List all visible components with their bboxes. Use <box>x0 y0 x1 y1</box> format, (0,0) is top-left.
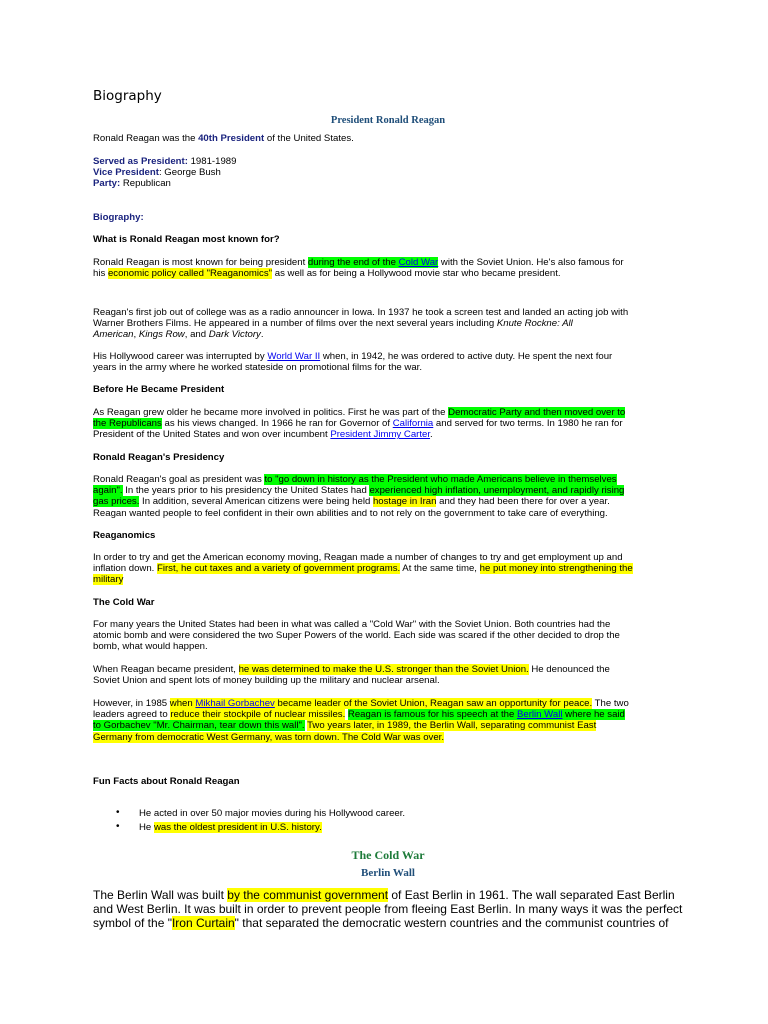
jimmy-carter-link[interactable]: President Jimmy Carter <box>330 429 431 441</box>
text: and they had been there for over a year. <box>436 496 610 508</box>
text: . <box>430 429 433 441</box>
text: bomb, what would happen. <box>93 641 208 653</box>
highlight-green: Democratic Party and then moved over to <box>448 407 626 418</box>
text: Soviet Union and spent lots of money building up the military and nuclear arsenal. <box>93 675 440 687</box>
text: as well as for being a Hollywood movie star who became president. <box>272 268 561 280</box>
ww2-paragraph <box>93 351 683 373</box>
text: during the end of the <box>307 257 399 268</box>
cold-war-paragraph-2 <box>93 664 683 686</box>
highlight-green: gas prices. <box>93 496 140 508</box>
berlin-wall-link[interactable]: Berlin Wall <box>516 709 563 721</box>
text: He <box>139 822 154 833</box>
text: Reagan wanted people to feel confident in their own abilities and to not rely on the government to take care of everything. <box>93 507 608 519</box>
vp-label: Vice President <box>93 167 159 179</box>
text: , and <box>184 329 209 341</box>
berlin-wall-title: Berlin Wall <box>361 867 415 879</box>
text: , <box>133 329 139 341</box>
text: where he said <box>562 709 625 721</box>
text: of East Berlin in 1961. The wall separated East Berlin <box>388 888 675 902</box>
cold-war-paragraph-1 <box>93 619 683 653</box>
highlight-green: the Republicans <box>93 418 162 430</box>
highlight-yellow: military <box>93 574 124 586</box>
film-title: Dark Victory <box>208 329 261 341</box>
text: years in the army where he worked stateside on promotional films for the war. <box>93 362 423 374</box>
highlight-yellow <box>170 698 592 709</box>
text: When Reagan became president, <box>93 664 239 675</box>
known-heading: What is Ronald Reagan most known for? <box>93 234 280 245</box>
gorbachev-link[interactable]: Mikhail Gorbachev <box>195 698 275 709</box>
cold-war-link[interactable]: Cold War <box>398 257 439 268</box>
text: In the years prior to his presidency the United States had <box>122 485 370 497</box>
text: He acted in over 50 major movies during his Hollywood career. <box>139 808 406 819</box>
world-war-ii-link[interactable]: World War II <box>267 351 321 362</box>
text: and West Berlin. It was built in order to prevent people from fleeing East Berlin. In many ways it was the perfect <box>93 902 683 916</box>
text: symbol of the " <box>93 916 172 930</box>
biography-label: Biography: <box>93 212 144 223</box>
highlight-yellow: reduce their stockpile of nuclear missiles. <box>170 709 346 721</box>
film-title: Kings Row <box>138 329 185 341</box>
highlight-yellow: by the communist government <box>227 888 389 902</box>
text: leaders agreed to <box>93 709 171 721</box>
text: The Berlin Wall was built <box>93 888 228 902</box>
highlight-green: experienced high inflation, unemployment, and rapidly rising <box>369 485 625 497</box>
served-value: 1981-1989 <box>187 156 237 167</box>
highlight-yellow: Iron Curtain <box>171 916 235 930</box>
text: Reagan is famous for his speech at the <box>347 709 517 721</box>
text: as his views changed. In 1966 he ran for Governor of <box>161 418 393 430</box>
presidency-heading: Ronald Reagan's Presidency <box>93 452 225 463</box>
text: As Reagan grew older he became more involved in politics. First he was part of the <box>93 407 449 418</box>
film-title: Knute Rockne: All <box>496 318 573 330</box>
vp-value: : George Bush <box>158 167 221 179</box>
intro-text-end: of the United States. <box>264 133 354 144</box>
highlight-yellow: he was determined to make the U.S. stronger than the Soviet Union. <box>238 664 529 675</box>
text: Reagan's first job out of college was as a radio announcer in Iowa. In 1937 he took a screen test and landed an acting job with <box>93 307 629 318</box>
list-item <box>93 808 683 820</box>
text: with the Soviet Union. He's also famous for <box>438 257 624 268</box>
text: The two <box>592 698 629 709</box>
cold-war-heading: The Cold War <box>93 597 155 608</box>
reaganomics-paragraph <box>93 552 683 586</box>
text: He denounced the <box>528 664 610 675</box>
job-paragraph <box>93 307 683 341</box>
bullet-icon: • <box>116 821 120 832</box>
text: In addition, several American citizens were being held <box>139 496 373 508</box>
doc-heading: Biography <box>93 88 162 104</box>
intro-emphasis: 40th President <box>198 133 265 144</box>
highlight-yellow: Two years later, in 1989, the Berlin Wall, separating communist East <box>307 720 597 732</box>
cold-war-paragraph-3 <box>93 698 683 743</box>
highlight-green: to "go down in history as the President who made Americans believe in themselves <box>264 474 617 485</box>
text: became leader of the Soviet Union, Reagan saw an opportunity for peace. <box>274 698 593 709</box>
highlight-green <box>308 257 438 268</box>
text: " that separated the democratic western countries and the communist countries of <box>234 916 669 930</box>
berlin-paragraph <box>93 888 683 930</box>
party-label: Party: <box>93 178 121 190</box>
text: At the same time, <box>400 563 480 575</box>
film-title: American <box>93 329 134 341</box>
text: atomic bomb and were considered the two Super Powers of the world. Each side was scared if the other decided to drop the <box>93 630 620 642</box>
list-item <box>93 822 683 834</box>
page-title: President Ronald Reagan <box>330 115 446 126</box>
text: . <box>260 329 264 341</box>
highlight-yellow: economic policy called "Reaganomics" <box>107 268 273 280</box>
highlight-green: again". <box>93 485 123 497</box>
party-value: Republican <box>120 178 171 190</box>
text: His Hollywood career was interrupted by <box>93 351 268 362</box>
served-label: Served as President: <box>93 156 188 167</box>
text: his <box>93 268 108 280</box>
text <box>139 822 322 833</box>
fun-facts-heading: Fun Facts about Ronald Reagan <box>93 776 240 787</box>
text: For many years the United States had been in what was called a "Cold War" with the Soviet Union. Both countries had the <box>93 619 611 630</box>
highlight-yellow: he put money into strengthening the <box>479 563 633 575</box>
bullet-icon: • <box>116 807 120 818</box>
before-heading: Before He Became President <box>93 384 225 395</box>
highlight-green: to Gorbachev "Mr. Chairman, tear down this wall". <box>93 720 305 732</box>
presidency-paragraph <box>93 474 683 519</box>
intro-text: Ronald Reagan was the <box>93 133 199 144</box>
highlight-yellow: hostage in Iran <box>372 496 437 508</box>
cold-war-title: The Cold War <box>351 848 425 862</box>
text: Warner Brothers Films. He appeared in a number of films over the next several years including <box>93 318 497 330</box>
highlight-yellow: Germany from democratic West Germany, was torn down. The Cold War was over. <box>93 731 444 743</box>
intro-paragraph <box>93 133 683 144</box>
reaganomics-heading: Reaganomics <box>93 530 156 541</box>
known-paragraph <box>93 257 683 279</box>
before-paragraph <box>93 407 683 441</box>
text: when <box>169 698 196 709</box>
text: In order to try and get the American economy moving, Reagan made a number of changes to try and get employment up and <box>93 552 623 563</box>
highlight-yellow: was the oldest president in U.S. history. <box>153 822 322 833</box>
text: However, in 1985 <box>93 698 170 709</box>
text: and served for two terms. In 1980 he ran for <box>433 418 623 430</box>
text: President of the United States and won over incumbent <box>93 429 331 441</box>
text: when, in 1942, he was ordered to active duty. He spent the next four <box>320 351 613 362</box>
highlight-yellow: First, he cut taxes and a variety of government programs. <box>157 563 401 575</box>
facts-block <box>93 156 683 190</box>
text: inflation down. <box>93 563 157 575</box>
highlight-green <box>348 709 625 720</box>
california-link[interactable]: California <box>392 418 434 430</box>
text: Ronald Reagan is most known for being president <box>93 257 308 268</box>
text: Ronald Reagan's goal as president was <box>93 474 265 485</box>
